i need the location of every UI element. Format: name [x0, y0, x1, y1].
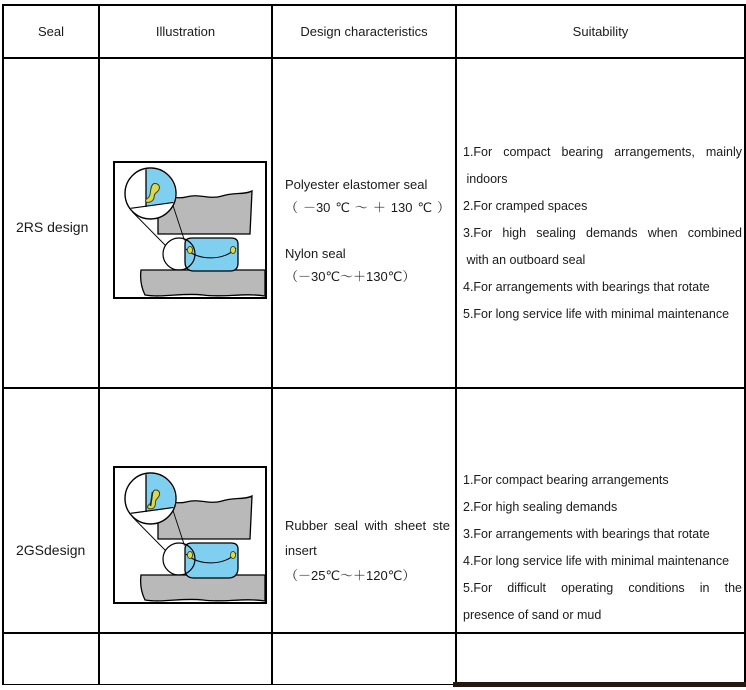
- empty-cell-suitability: [457, 634, 746, 685]
- suitability-item: [463, 494, 742, 521]
- text-line: Rubber seal with sheet ste: [285, 518, 450, 533]
- header-suitability-label: Suitability: [572, 24, 629, 39]
- suitability-item: [463, 467, 742, 494]
- text-line: presence of sand or mud: [463, 608, 602, 622]
- suitability-item: [463, 548, 742, 575]
- text-line: Polyester elastomer seal: [285, 177, 428, 192]
- seal-comparison-table: [2, 4, 746, 685]
- text-line: insert: [285, 543, 317, 558]
- illustration-cell-2gs: [100, 389, 273, 634]
- text-line: 2.For high sealing demands: [463, 500, 618, 514]
- suitability-2gs: [457, 389, 746, 634]
- suitability-item: [463, 274, 742, 301]
- text-line: 4.For arrangements with bearings that rotate: [463, 280, 710, 294]
- seal-name-2gs: 2GSdesign: [4, 389, 100, 634]
- text-line: （－30℃～＋130℃）: [285, 269, 416, 284]
- design-characteristics-2rs: [273, 59, 457, 389]
- text-line: （－30℃～＋130℃）: [285, 200, 450, 215]
- suitability-item: [463, 301, 742, 328]
- suitability-2rs: [457, 59, 746, 389]
- text-line: with an outboard seal: [463, 253, 586, 267]
- text-line: 1.For compact bearing arrangements, mainly: [463, 145, 742, 159]
- seal-name-2rs: 2RS design: [4, 59, 100, 389]
- text-line: indoors: [463, 172, 508, 186]
- suitability-item: [463, 193, 742, 220]
- text-line: （－25℃～＋120℃）: [285, 568, 416, 583]
- header-illustration-label: Illustration: [155, 24, 216, 39]
- header-illustration: [100, 6, 273, 59]
- text-line: 4.For long service life with minimal maintenance: [463, 554, 730, 568]
- bearing-cross-section-2rs-seal-icon: [113, 161, 267, 299]
- header-design-characteristics-label: Design characteristics: [300, 24, 428, 39]
- empty-cell-seal: [4, 634, 100, 685]
- design-characteristics-2gs: [273, 389, 457, 634]
- text-line: 2.For cramped spaces: [463, 199, 588, 213]
- empty-cell-design-characteristics: [273, 634, 457, 685]
- text-line: 5.For difficult operating conditions in the: [463, 581, 742, 595]
- text-line: 3.For high sealing demands when combined: [463, 226, 742, 240]
- illustration-cell-2rs: [100, 59, 273, 389]
- text-line: 1.For compact bearing arrangements: [463, 473, 669, 487]
- suitability-item: [463, 521, 742, 548]
- suitability-item: [463, 575, 742, 629]
- bearing-cross-section-2gs-seal-icon: [113, 466, 267, 604]
- header-seal: [4, 6, 100, 59]
- thick-bottom-rule: [453, 682, 746, 687]
- suitability-item: [463, 220, 742, 274]
- text-line: 3.For arrangements with bearings that rotate: [463, 527, 710, 541]
- suitability-item: [463, 139, 742, 193]
- empty-cell-illustration: [100, 634, 273, 685]
- header-design-characteristics: [273, 6, 457, 59]
- text-line: Nylon seal: [285, 246, 346, 261]
- text-line: [285, 219, 450, 242]
- text-line: 5.For long service life with minimal maintenance: [463, 307, 730, 321]
- header-seal-label: Seal: [37, 24, 65, 39]
- header-suitability: [457, 6, 746, 59]
